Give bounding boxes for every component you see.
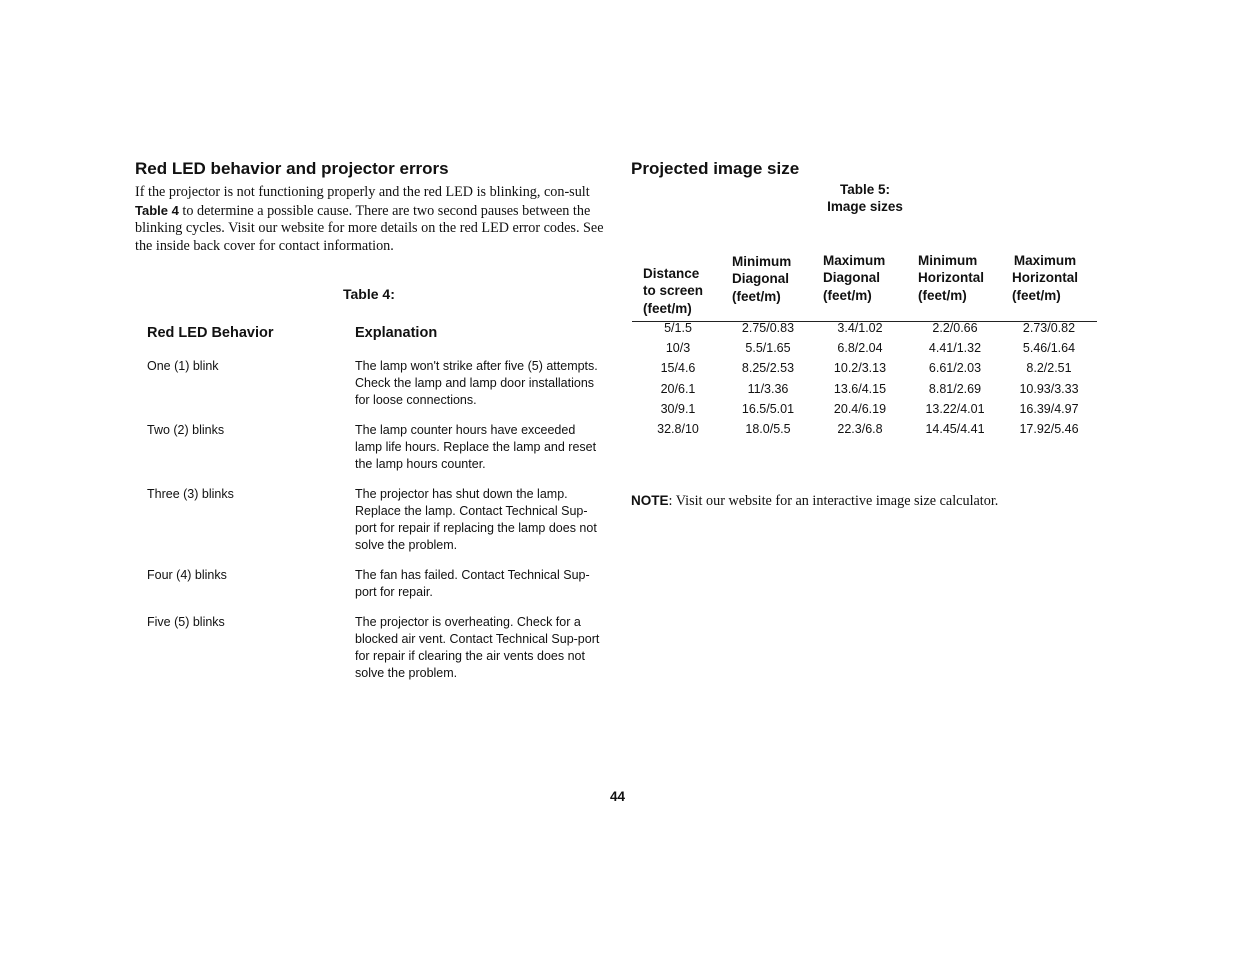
table4-explanation: The fan has failed. Contact Technical Sup-port for repair.: [355, 568, 590, 599]
section-title-image-size: Projected image size: [631, 159, 800, 178]
table4-explanation: The lamp won't strike after five (5) attempts. Check the lamp and lamp door installations for loose connections.: [355, 359, 598, 407]
header-line: (feet/m): [918, 287, 967, 303]
table5-cell: 2.73/0.82: [1022, 321, 1076, 335]
table5-cell: 10.2/3.13: [833, 361, 887, 375]
table4-behavior: Three (3) blinks: [147, 487, 234, 501]
header-line: Minimum: [918, 253, 978, 268]
table5-cell: 10/3: [665, 341, 691, 355]
table5-cell: 13.22/4.01: [925, 402, 985, 416]
table5-cell: 16.39/4.97: [1019, 402, 1079, 416]
table5-cell: 5/1.5: [664, 321, 692, 335]
table5-cell: 3.4/1.02: [837, 321, 883, 335]
header-line: (feet/m): [643, 300, 692, 316]
table5-cell: 32.8/10: [657, 422, 699, 436]
table5-cell: 5.5/1.65: [745, 341, 791, 355]
table4-explanation: The projector is overheating. Check for a blocked air vent. Contact Technical Sup-port for repair if clearing the air vents does not solve the problem.: [355, 615, 600, 680]
header-line: Maximum: [823, 253, 886, 268]
table5-header-min-diagonal: [732, 253, 791, 305]
table5-cell: 10.93/3.33: [1019, 382, 1079, 396]
header-line: (feet/m): [823, 287, 872, 303]
intro-paragraph: [135, 184, 605, 255]
header-line: Minimum: [732, 254, 792, 269]
table5-header-distance: [643, 265, 703, 317]
table4-behavior: Two (2) blinks: [147, 423, 225, 437]
header-line: (feet/m): [732, 288, 781, 304]
header-line: Horizontal: [1012, 270, 1078, 286]
table4-behavior: One (1) blink: [147, 359, 219, 373]
note-label: NOTE: [631, 493, 669, 508]
table4-behavior: Four (4) blinks: [147, 568, 227, 582]
header-line: Horizontal: [918, 270, 984, 286]
table5-cell: 18.0/5.5: [745, 422, 791, 436]
table5-cell: 14.45/4.41: [925, 422, 985, 436]
table4-header-behavior: Red LED Behavior: [147, 325, 274, 341]
table5-header-min-horizontal: [918, 252, 984, 304]
header-line: Diagonal: [823, 270, 881, 286]
intro-text-1: If the projector is not functioning properly and the red LED is blinking, con-sult: [135, 184, 590, 200]
table5-cell: 6.61/2.03: [928, 361, 982, 375]
table5-cell: 2.75/0.83: [741, 321, 795, 335]
table5-cell: 15/4.6: [660, 361, 696, 375]
table5-cell: 2.2/0.66: [932, 321, 978, 335]
table5-cell: 8.81/2.69: [928, 382, 982, 396]
table5-cell: 20.4/6.19: [833, 402, 887, 416]
table5-cell: 5.46/1.64: [1022, 341, 1076, 355]
table4-explanation: The lamp counter hours have exceeded lamp life hours. Replace the lamp and reset the lamp hours counter.: [355, 423, 597, 471]
table5-caption-subtitle: Image sizes: [827, 199, 903, 214]
note-text: : Visit our website for an interactive image size calculator.: [668, 493, 999, 509]
header-line: Distance: [643, 266, 700, 281]
table5-cell: 20/6.1: [660, 382, 696, 396]
intro-text-2: to determine a possible cause. There are two second pauses between the blinking cycles. Visit our website for more details on the red LED error codes. See the inside back cover for contact information.: [135, 202, 604, 254]
table5-cell: 30/9.1: [660, 402, 696, 416]
table5-header-max-diagonal: [823, 252, 885, 304]
header-line: (feet/m): [1012, 287, 1061, 303]
table5-cell: 8.2/2.51: [1026, 361, 1072, 375]
table5-cell: 8.25/2.53: [741, 361, 795, 375]
table5-caption: Table 5:: [839, 182, 890, 197]
table5-cell: 11/3.36: [747, 382, 789, 396]
table5-header-max-horizontal: [1012, 252, 1078, 304]
table5-cell: 22.3/6.8: [837, 422, 883, 436]
table4-behavior: Five (5) blinks: [147, 615, 225, 629]
table5-cell: 4.41/1.32: [928, 341, 982, 355]
header-line: to screen: [643, 283, 704, 299]
table4-header-explanation: Explanation: [355, 325, 438, 341]
table5-cell: 17.92/5.46: [1019, 422, 1079, 436]
table4-caption: Table 4:: [343, 286, 395, 302]
table-reference: Table 4: [135, 202, 179, 218]
page-number: 44: [609, 789, 626, 804]
header-line: Maximum: [1013, 253, 1077, 268]
header-line: Diagonal: [732, 271, 790, 287]
table4-explanation: The projector has shut down the lamp. Replace the lamp. Contact Technical Sup-port for repair if replacing the lamp does not solve the problem.: [355, 487, 597, 552]
section-title-red-led: Red LED behavior and projector errors: [135, 159, 449, 178]
note-paragraph: [631, 493, 998, 510]
table5-cell: 16.5/5.01: [741, 402, 795, 416]
table5-cell: 13.6/4.15: [833, 382, 887, 396]
table5-cell: 6.8/2.04: [837, 341, 883, 355]
